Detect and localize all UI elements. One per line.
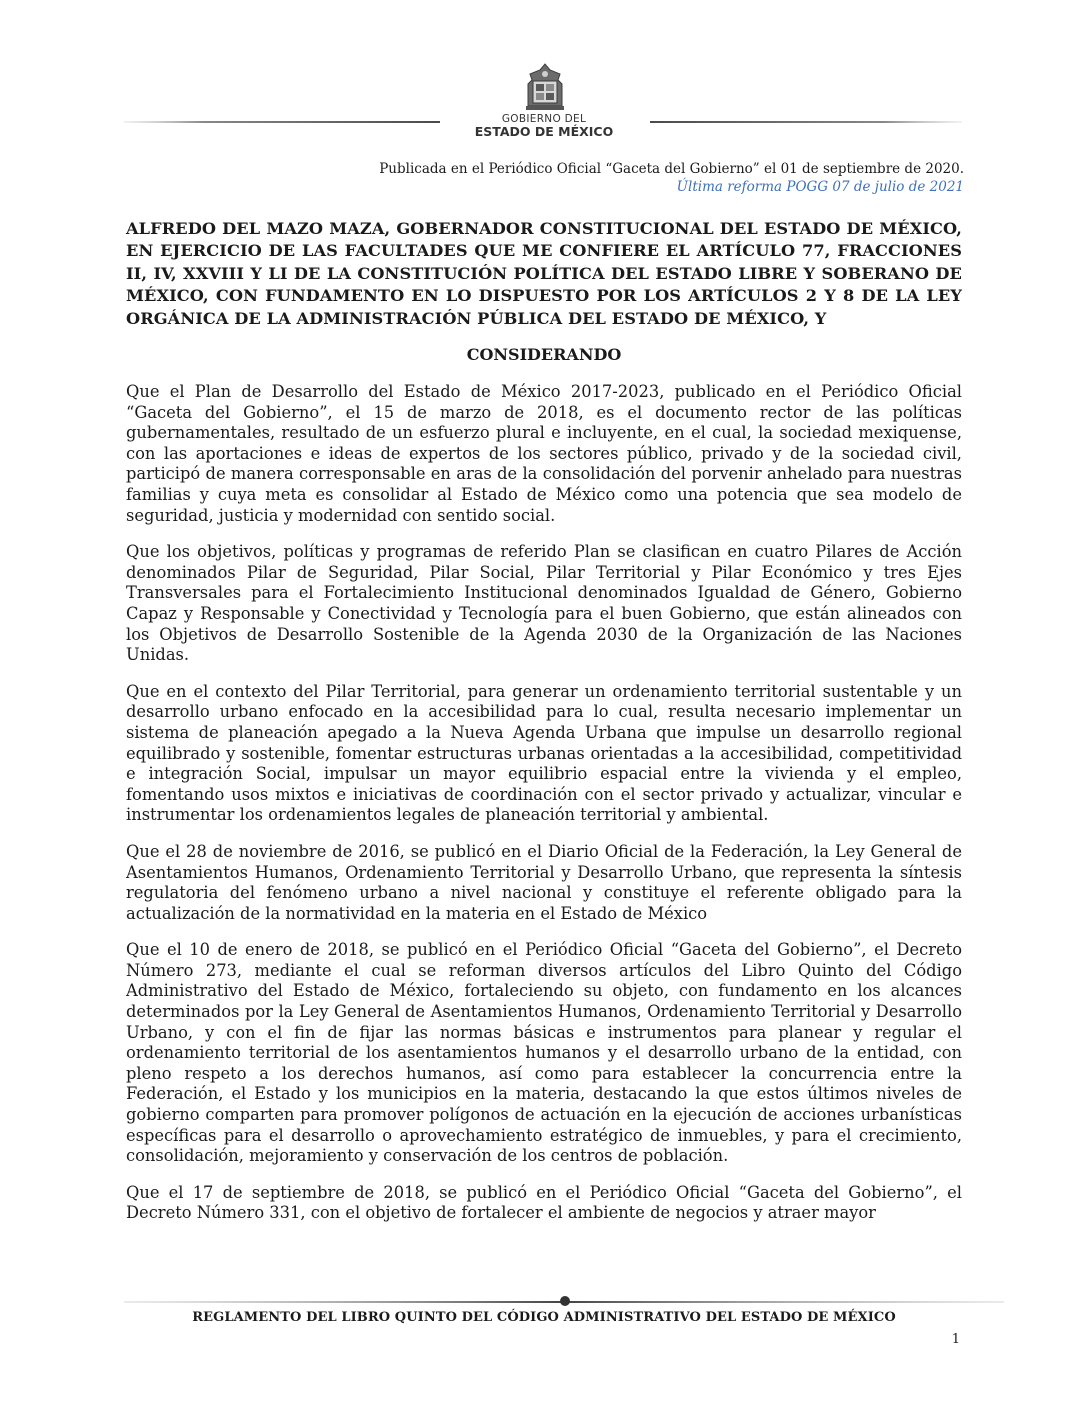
paragraph: Que el 28 de noviembre de 2016, se publicó en el Diario Oficial de la Federación, la Ley General de Asentamientos Humanos, Ordenamiento Territorial y Desarrollo Urbano, que representa la síntesis regulatoria del fenómeno urbano a nivel nacional y constituye el referente obligado para la actualización de la normatividad en la materia en el Estado de México [126, 841, 962, 923]
government-line1: GOBIERNO DEL [501, 113, 587, 125]
paragraph: Que en el contexto del Pilar Territorial, para generar un ordenamiento territorial sustentable y un desarrollo urbano enfocado en la accesibilidad para lo cual, resulta necesario implementar un sistema de planeación apegado a la Nueva Agenda Urbana que impulse un desarrollo regional equilibrado y sostenible, fomentar estructuras urbanas orientadas a la accesibilidad, competitividad e integración Social, impulsar un mayor equilibrio espacial entre la vivienda y el empleo, fomentando usos mixtos e iniciativas de coordinación con el sector privado y actualizar, vincular e instrumentar los ordenamientos legales de planeación territorial y ambiental. [126, 681, 962, 825]
paragraph: Que los objetivos, políticas y programas de referido Plan se clasifican en cuatro Pilares de Acción denominados Pilar de Seguridad, Pilar Social, Pilar Territorial y Pilar Económico y tres Ejes Transversales para el Fortalecimiento Institucional denominados Igualdad de Género, Gobierno Capaz y Responsable y Conectividad y Tecnología para el buen Gobierno, que están alineados con los Objetivos de Desarrollo Sostenible de la Agenda 2030 de la Organización de las Naciones Unidas. [126, 542, 962, 665]
page-header [0, 0, 1088, 150]
section-title: CONSIDERANDO [466, 345, 622, 365]
publication-date: Publicada en el Periódico Oficial “Gaceta del Gobierno” el 01 de septiembre de 2020. [379, 161, 964, 177]
footer-divider [124, 1294, 1004, 1308]
document-body [126, 218, 962, 1224]
government-line2: ESTADO DE MÉXICO [474, 124, 614, 140]
government-logo-text [444, 114, 644, 138]
publication-info [379, 160, 964, 196]
page-number: 1 [951, 1332, 960, 1347]
preamble: ALFREDO DEL MAZO MAZA, GOBERNADOR CONSTITUCIONAL DEL ESTADO DE MÉXICO, EN EJERCICIO DE LAS FACULTADES QUE ME CONFIERE EL ARTÍCULO 77, FRACCIONES II, IV, XXVIII Y LI DE LA CONSTITUCIÓN POLÍTICA DEL ESTADO LIBRE Y SOBERANO DE MÉXICO, CON FUNDAMENTO EN LO DISPUESTO POR LOS ARTÍCULOS 2 Y 8 DE LA LEY ORGÁNICA DE LA ADMINISTRACIÓN PÚBLICA DEL ESTADO DE MÉXICO, Y [126, 219, 962, 328]
header-rule-left [124, 120, 440, 124]
last-reform-date: Última reforma POGG 07 de julio de 2021 [676, 179, 964, 195]
footer-title: REGLAMENTO DEL LIBRO QUINTO DEL CÓDIGO ADMINISTRATIVO DEL ESTADO DE MÉXICO [192, 1310, 896, 1325]
paragraph: Que el Plan de Desarrollo del Estado de México 2017-2023, publicado en el Periódico Oficial “Gaceta del Gobierno”, el 15 de marzo de 2018, es el documento rector de las políticas gubernamentales, resultado de un esfuerzo plural e incluyente, en el cual, la sociedad mexiquense, con las aportaciones e ideas de expertos de los sectores público, privado y de la sociedad civil, participó de manera corresponsable en aras de la consolidación del porvenir anhelado para nuestras familias y cuya meta es consolidar al Estado de México como una potencia que sea modelo de seguridad, justicia y modernidad con sentido social. [126, 382, 962, 525]
header-rule-right [650, 120, 962, 124]
paragraph: Que el 10 de enero de 2018, se publicó en el Periódico Oficial “Gaceta del Gobierno”, el Decreto Número 273, mediante el cual se reforman diversos artículos del Libro Quinto del Código Administrativo del Estado de México, fortaleciendo su objeto, con fundamento en los alcances determinados por la Ley General de Asentamientos Humanos, Ordenamiento Territorial y Desarrollo Urbano, y con el fin de fijar las normas básicas e instrumentos para planear y regular el ordenamiento territorial de los asentamientos humanos y el desarrollo urbano de la entidad, con pleno respeto a los derechos humanos, así como para establecer la concurrencia entre la Federación, el Estado y los municipios en la materia, destacando la que estos últimos niveles de gobierno comparten para promover polígonos de actuación en la ejecución de acciones urbanísticas específicas para el desarrollo o aprovechamiento estratégico de inmuebles, y para el crecimiento, consolidación, mejoramiento y conservación de los centros de población. [126, 940, 962, 1166]
paragraph: Que el 17 de septiembre de 2018, se publicó en el Periódico Oficial “Gaceta del Gobierno”, el Decreto Número 331, con el objetivo de fortalecer el ambiente de negocios y atraer mayor [126, 1182, 962, 1223]
coat-of-arms-icon [518, 60, 572, 114]
